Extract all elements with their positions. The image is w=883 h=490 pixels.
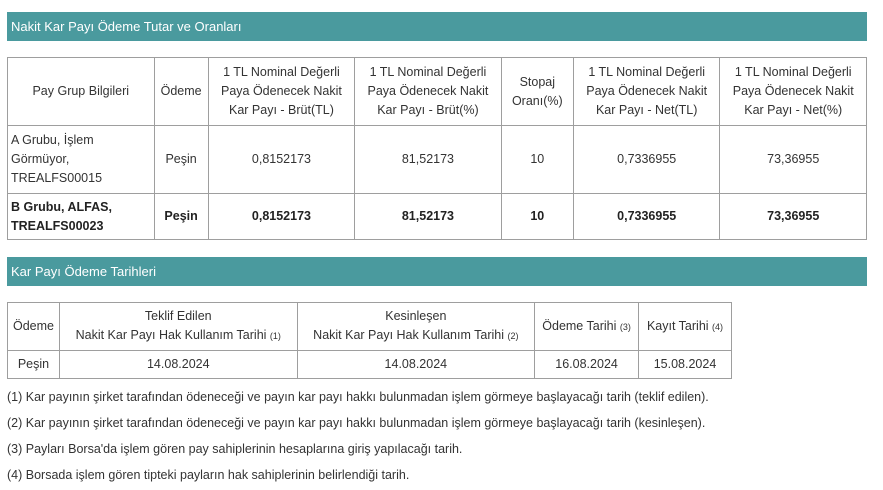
table-header-row: [8, 303, 732, 351]
cell-net-pct: 73,36955: [720, 126, 867, 194]
col-header-payment: Ödeme: [8, 303, 60, 351]
cell-gross-tl: 0,8152173: [208, 126, 355, 194]
table-row: [8, 194, 867, 240]
cell-payment: Peşin: [154, 126, 208, 194]
cell-net-tl: 0,7336955: [573, 194, 720, 240]
cell-payment: Peşin: [154, 194, 208, 240]
table-header-row: [8, 58, 867, 126]
footnote-ref: (2): [507, 331, 519, 341]
col-header-payment: Ödeme: [154, 58, 208, 126]
table-row: [8, 126, 867, 194]
cell-net-pct: 73,36955: [720, 194, 867, 240]
footnote-4: (4) Borsada işlem gören tipteki payların hak sahiplerinin belirlendiği tarih.: [7, 468, 410, 482]
cell-pay-date: 16.08.2024: [535, 351, 639, 379]
footnote-3: (3) Payları Borsa'da işlem gören pay sahiplerinin hesaplarına giriş yapılacağı tarih.: [7, 442, 463, 456]
cell-record-date: 15.08.2024: [639, 351, 732, 379]
cell-group: B Grubu, ALFAS, TREALFS00023: [8, 194, 155, 240]
section-header-payout: [7, 12, 867, 41]
col-header-proposed-line1: Teklif Edilen: [144, 309, 212, 323]
col-header-gross-pct: 1 TL Nominal Değerli Paya Ödenecek Nakit Kar Payı - Brüt(%): [355, 58, 502, 126]
col-header-pay-date: [535, 303, 639, 351]
cell-final-date: 14.08.2024: [297, 351, 535, 379]
cell-group: A Grubu, İşlem Görmüyor, TREALFS00015: [8, 126, 155, 194]
dates-table: [7, 302, 732, 379]
col-header-proposed-date: [59, 303, 297, 351]
col-header-withholding: Stopaj Oranı(%): [501, 58, 573, 126]
cell-net-tl: 0,7336955: [573, 126, 720, 194]
col-header-final-date: [297, 303, 535, 351]
col-header-gross-tl: 1 TL Nominal Değerli Paya Ödenecek Nakit Kar Payı - Brüt(TL): [208, 58, 355, 126]
col-header-final-line2: Nakit Kar Payı Hak Kullanım Tarihi: [313, 328, 504, 342]
section-header-dates: [7, 257, 867, 286]
col-header-net-tl: 1 TL Nominal Değerli Paya Ödenecek Nakit Kar Payı - Net(TL): [573, 58, 720, 126]
col-header-record-date: [639, 303, 732, 351]
table-row: [8, 351, 732, 379]
col-header-net-pct: 1 TL Nominal Değerli Paya Ödenecek Nakit Kar Payı - Net(%): [720, 58, 867, 126]
footnote-1: (1) Kar payının şirket tarafından ödeneceği ve payın kar payı hakkı bulunmadan işlem görmeye başlayacağı tarih (teklif edilen).: [7, 390, 709, 404]
cell-withholding: 10: [501, 126, 573, 194]
cell-payment: Peşin: [8, 351, 60, 379]
col-header-proposed-line2: Nakit Kar Payı Hak Kullanım Tarihi: [75, 328, 267, 342]
cell-gross-tl: 0,8152173: [208, 194, 355, 240]
section-title-payout: Nakit Kar Payı Ödeme Tutar ve Oranları: [11, 19, 242, 34]
col-header-final-line1: Kesinleşen: [385, 309, 447, 323]
footnote-ref: (4): [712, 321, 724, 332]
cell-gross-pct: 81,52173: [355, 194, 502, 240]
col-header-pay-date-label: Ödeme Tarihi: [542, 318, 617, 333]
col-header-record-date-label: Kayıt Tarihi: [646, 318, 709, 333]
footnote-ref: (1): [269, 331, 281, 341]
footnotes: [7, 384, 709, 488]
col-header-group: Pay Grup Bilgileri: [8, 58, 155, 126]
cell-gross-pct: 81,52173: [355, 126, 502, 194]
footnote-ref: (3): [619, 321, 631, 332]
payout-table: [7, 57, 867, 240]
cell-proposed-date: 14.08.2024: [59, 351, 297, 379]
section-title-dates: Kar Payı Ödeme Tarihleri: [11, 264, 156, 279]
footnote-2: (2) Kar payının şirket tarafından ödeneceği ve payın kar payı hakkı bulunmadan işlem görmeye başlayacağı tarih (kesinleşen).: [7, 416, 706, 430]
cell-withholding: 10: [501, 194, 573, 240]
